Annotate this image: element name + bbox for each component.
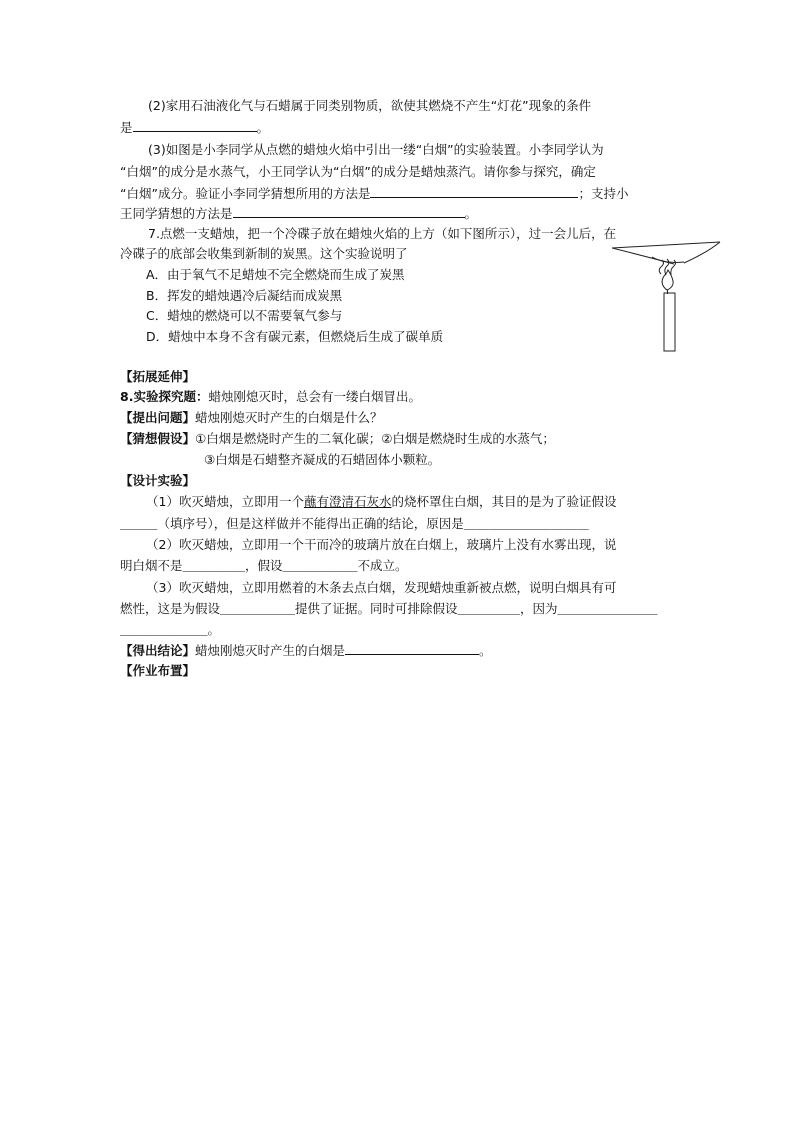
q7-option-a[interactable]: A．由于氧气不足蜡烛不完全燃烧而生成了炭黑 — [146, 267, 405, 282]
hypothesis-line-2: ③白烟是石蜡整齐凝成的石蜡固体小颗粒。 — [204, 452, 441, 467]
exp2-line-1: （2）吹灭蜡烛，立即用一个干而冷的玻璃片放在白烟上，玻璃片上没有水雾出现，说 — [146, 537, 617, 552]
q3-line-4 — [120, 205, 477, 223]
exp3-line-1: （3）吹灭蜡烛，立即用燃着的木条去点白烟，发现蜡烛重新被点燃，说明白烟具有可 — [146, 580, 617, 595]
q3-line-2: “白烟”的成分是水蒸气，小王同学认为“白烟”的成分是蜡烛蒸汽。请你参与探究，确定 — [120, 164, 596, 179]
exp1-text-underlined: 蘸有澄清石灰水 — [303, 494, 392, 509]
extension-heading: 【拓展延伸】 — [120, 369, 196, 384]
homework-label: 【作业布置】 — [120, 663, 196, 678]
candle-dish-figure — [612, 238, 724, 354]
design-label: 【设计实验】 — [120, 473, 196, 488]
q3-method-li-blank[interactable] — [370, 185, 578, 198]
q3-line3-suffix: ；支持小 — [578, 186, 629, 201]
q7-option-c[interactable]: C．蜡烛的燃烧可以不需要氧气参与 — [146, 308, 343, 323]
exp3-line-2[interactable]: 燃性，这是为假设＿＿＿＿＿＿提供了证据。同时可排除假设＿＿＿＿＿，因为＿＿＿＿＿＿＿＿ — [120, 601, 658, 616]
q8-intro: 蜡烛刚熄灭时，总会有一缕白烟冒出。 — [208, 389, 421, 404]
conclusion-line — [120, 642, 492, 660]
q2-suffix: 。 — [256, 120, 270, 135]
hypothesis-line-1 — [120, 430, 555, 448]
conclusion-answer-blank[interactable] — [345, 642, 479, 655]
dish-rim — [612, 242, 720, 248]
exp1-text-c: 的烧杯罩住白烟，其目的是为了验证假设 — [391, 494, 617, 509]
hypothesis-label: 【猜想假设】 — [120, 431, 196, 446]
q7-line-1: 7.点燃一支蜡烛，把一个冷碟子放在蜡烛火焰的上方（如下图所示），过一会儿后，在 — [148, 226, 617, 241]
q7-option-d[interactable]: D．蜡烛中本身不含有碳元素，但燃烧后生成了碳单质 — [146, 329, 444, 344]
candle-flame — [662, 270, 673, 290]
q3-line-3 — [120, 185, 628, 203]
question-line — [120, 409, 383, 427]
question-text: 蜡烛刚熄灭时产生的白烟是什么？ — [195, 410, 383, 425]
q3-line3-prefix: “白烟”成分。验证小李同学猜想所用的方法是 — [120, 186, 371, 201]
exp2-line-2[interactable]: 明白烟不是＿＿＿＿＿，假设＿＿＿＿＿＿不成立。 — [120, 558, 408, 573]
exp3-line-3[interactable]: ＿＿＿＿＿＿＿。 — [120, 622, 221, 637]
smoke-wisp-1 — [659, 260, 663, 274]
q7-line-2: 冷碟子的底部会收集到新制的炭黑。这个实验说明了 — [120, 246, 408, 261]
exp1-line-2[interactable]: ＿＿＿（填序号），但是这样做并不能得出正确的结论，原因是＿＿＿＿＿＿＿＿＿＿ — [120, 516, 589, 531]
q2-line-1: (2)家用石油液化气与石蜡属于同类别物质，欲使其燃烧不产生“灯花”现象的条件 — [148, 98, 592, 113]
hypothesis-1: ①白烟是燃烧时产生的二氧化碳；②白烟是燃烧时生成的水蒸气； — [195, 431, 555, 446]
dish-bottom-right — [684, 242, 720, 263]
exp1-text-a: （1）吹灭蜡烛，立即用一个 — [146, 494, 304, 509]
q3-line4-prefix: 王同学猜想的方法是 — [120, 206, 233, 221]
candle-body — [664, 293, 675, 351]
q2-prefix: 是 — [120, 120, 133, 135]
conclusion-label: 【得出结论】 — [120, 643, 196, 658]
q2-line-2 — [120, 119, 269, 137]
question-label: 【提出问题】 — [120, 410, 196, 425]
conclusion-suffix: 。 — [479, 643, 492, 658]
conclusion-prefix: 蜡烛刚熄灭时产生的白烟是 — [195, 643, 346, 658]
q8-title: 8.实验探究题： — [120, 389, 209, 404]
q3-line4-suffix: 。 — [464, 206, 478, 221]
q7-option-b[interactable]: B．挥发的蜡烛遇冷后凝结而成炭黑 — [146, 288, 343, 303]
exp1-line-1 — [146, 493, 617, 511]
q3-method-wang-blank[interactable] — [233, 205, 465, 218]
q2-answer-blank[interactable] — [133, 119, 257, 132]
q3-line-1: (3)如图是小李同学从点燃的蜡烛火焰中引出一缕“白烟”的实验装置。小李同学认为 — [148, 142, 604, 157]
q8-title-line — [120, 388, 421, 406]
